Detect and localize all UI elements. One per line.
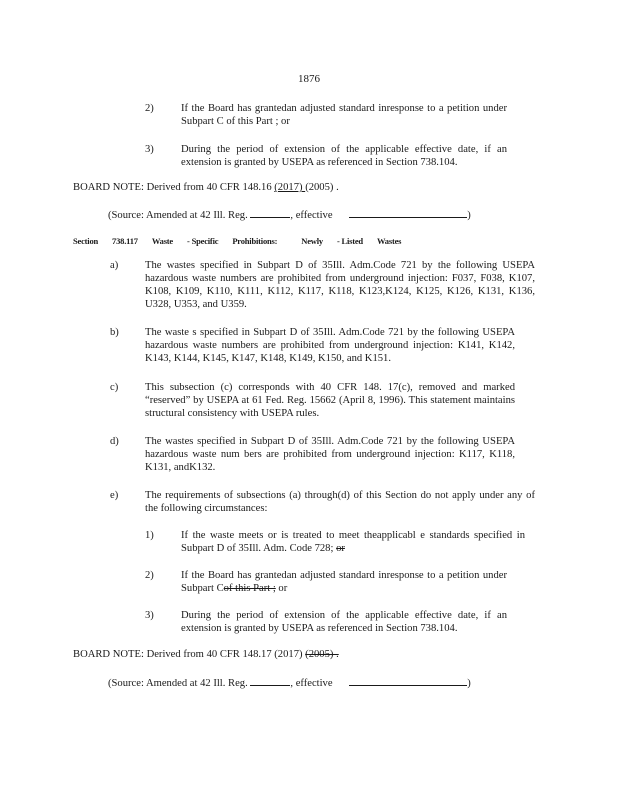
- list-item-label: 3): [145, 144, 154, 155]
- sub-item-text: [181, 569, 507, 595]
- source-effective: , effective: [290, 210, 333, 221]
- subsection-label: a): [110, 260, 119, 271]
- sub-item-body-end: or: [275, 583, 288, 594]
- subsection-label: e): [110, 490, 119, 501]
- deleted-text: (2005) .: [305, 649, 339, 660]
- blank-line: [250, 207, 290, 218]
- blank-line: [250, 675, 290, 686]
- source-note: [108, 675, 471, 690]
- sub-item-label: 3): [145, 610, 154, 621]
- page-number: 1876: [298, 73, 320, 85]
- heading-word: Waste: [151, 236, 174, 246]
- sub-item-body: If the waste meets or is treated to meet theapplicabl e standards specified in Subpart D of 35Ill. Adm. Code 728;: [181, 530, 525, 554]
- deleted-text: or: [336, 543, 345, 554]
- board-note-inserted: (2017): [274, 182, 306, 193]
- subsection-label: c): [110, 382, 119, 393]
- board-note-suffix: (2005) .: [305, 182, 339, 193]
- list-item-text: If the Board has grantedan adjusted standard inresponse to a petition under Subpart C of this Part ; or: [181, 103, 507, 127]
- sub-item-body: If the Board has grantedan adjusted standard inresponse to a petition under Subpart C: [181, 570, 507, 594]
- list-item-label: 2): [145, 103, 154, 114]
- subsection-label: d): [110, 436, 119, 447]
- section-number: 738.117: [112, 236, 138, 246]
- source-text: (Source: Amended at 42 Ill. Reg.: [108, 210, 248, 221]
- source-close: ): [467, 210, 471, 221]
- heading-word: - Listed: [336, 236, 363, 246]
- subsection-text: The wastes specified in Subpart D of 35Ill. Adm.Code 721 by the following USEPA hazardous waste num bers are prohibited from underground injection: K117, K118, K131, andK132.: [145, 436, 515, 473]
- source-note: [108, 207, 471, 222]
- subsection-text: The waste s specified in Subpart D of 35Ill. Adm.Code 721 by the following USEPA hazardous waste numbers are prohibited from underground injection: K141, K142, K143, K144, K145, K147, K148, K149, K150, and K151.: [145, 327, 515, 364]
- subsection-text: This subsection (c) corresponds with 40 CFR 148. 17(c), removed and marked “reserved” by USEPA at 61 Fed. Reg. 15662 (April 8, 1996). This statement maintains structural consistency with USEPA rules.: [145, 382, 515, 419]
- board-note-prefix: BOARD NOTE: Derived from 40 CFR 148.16: [73, 182, 275, 193]
- sub-item-label: 1): [145, 530, 154, 541]
- subsection-text: The wastes specified in Subpart D of 35Ill. Adm.Code 721 by the following USEPA hazardous waste numbers are prohibited from underground injection: F037, F038, K107, K108, K109, K110, K111, K112, K117, K118, K123,K124, K125, K126, K131, K136, U328, U353, and U359.: [145, 260, 535, 310]
- board-note: [73, 181, 339, 194]
- blank-line: [349, 207, 467, 218]
- deleted-text: of this Part ;: [223, 583, 276, 594]
- list-item-text: During the period of extension of the applicable effective date, if an extension is granted by USEPA as referenced in Section 738.104.: [181, 144, 507, 168]
- source-close: ): [467, 678, 471, 689]
- board-note-prefix: BOARD NOTE: Derived from 40 CFR 148.17 (2017): [73, 649, 306, 660]
- heading-word: Wastes: [376, 236, 402, 246]
- sub-item-label: 2): [145, 570, 154, 581]
- sub-item-text: [181, 529, 525, 555]
- heading-word: Newly: [301, 236, 323, 246]
- source-text: (Source: Amended at 42 Ill. Reg.: [108, 678, 248, 689]
- source-effective: , effective: [290, 678, 333, 689]
- heading-word: Section: [73, 236, 99, 246]
- board-note: [73, 648, 339, 661]
- section-heading: [73, 235, 415, 248]
- heading-word: - Specific: [187, 236, 219, 246]
- subsection-label: b): [110, 327, 119, 338]
- sub-item-text: During the period of extension of the applicable effective date, if an extension is granted by USEPA as referenced in Section 738.104.: [181, 610, 507, 634]
- heading-word: Prohibitions:: [232, 236, 278, 246]
- blank-line: [349, 675, 467, 686]
- subsection-text: The requirements of subsections (a) through(d) of this Section do not apply under any of the following circumstances:: [145, 490, 535, 514]
